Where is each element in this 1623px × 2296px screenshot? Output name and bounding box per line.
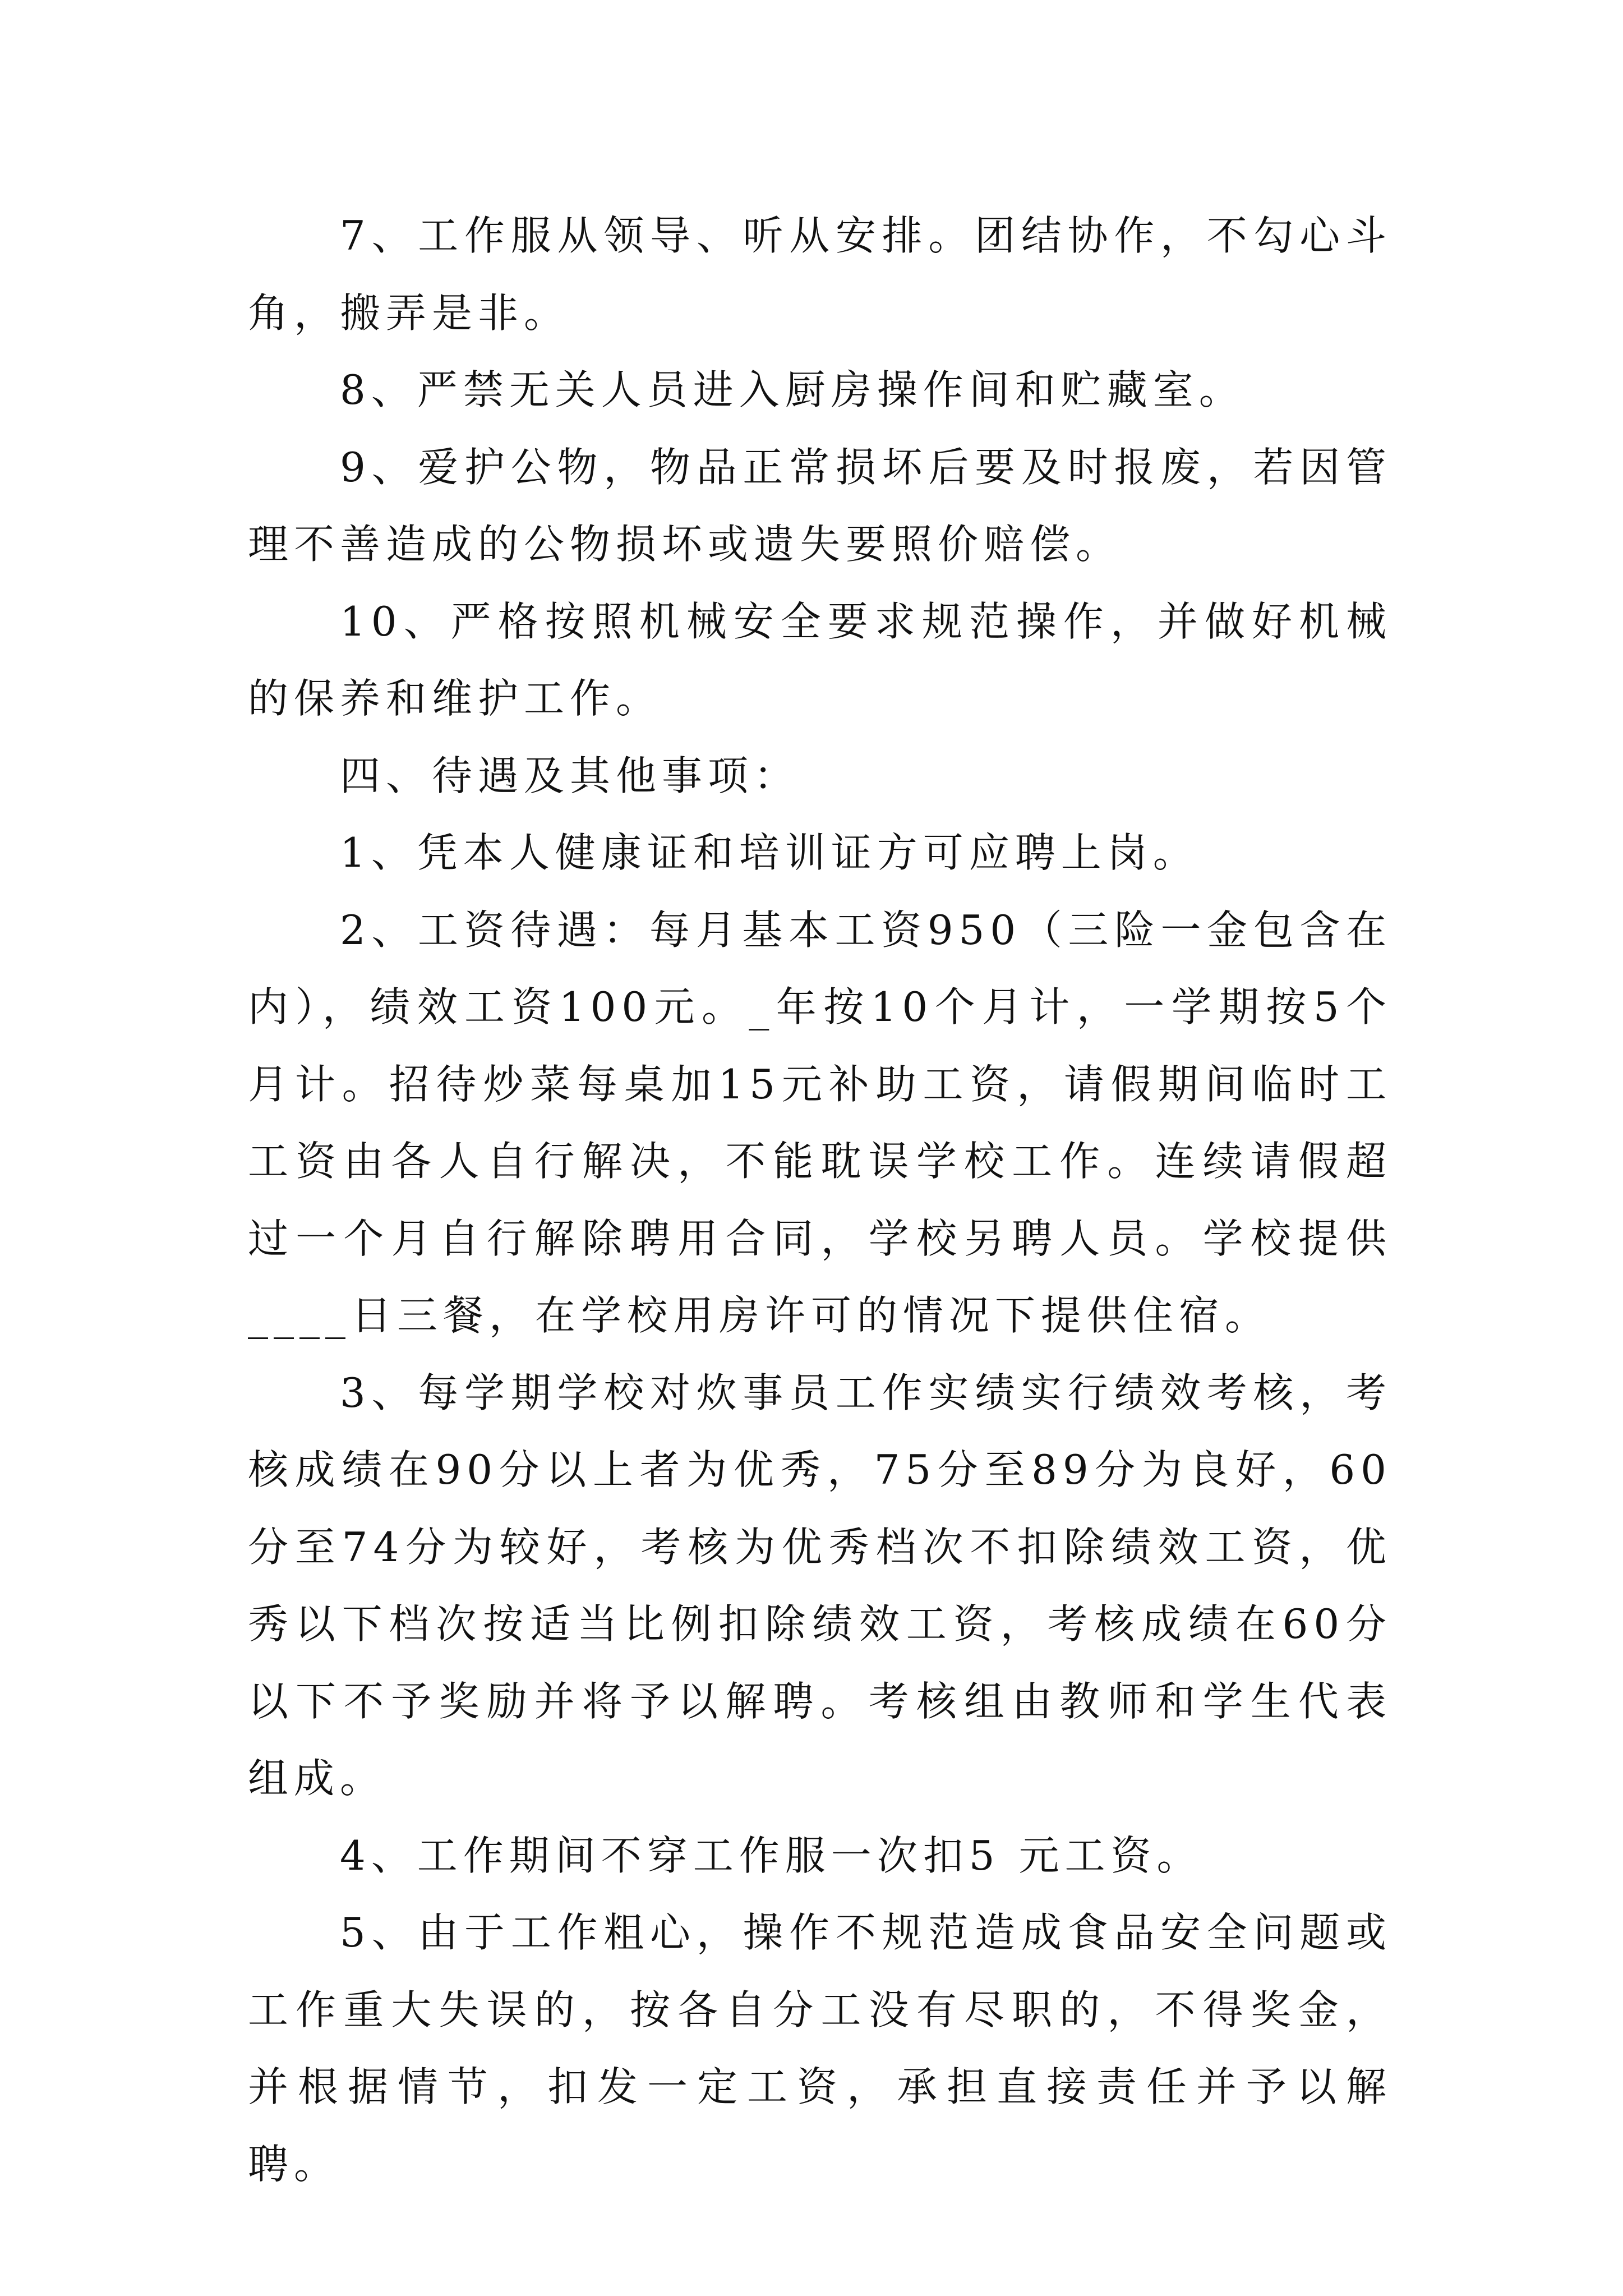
paragraph-item-7 xyxy=(248,197,1392,352)
benefit-item-4 xyxy=(248,1818,1392,1895)
paragraph-text: 3、每学期学校对炊事员工作实绩实行绩效考核，考核成绩在90分以上者为优秀，75分至89分为良好，60分至74分为较好，考核为优秀档次不扣除绩效工资，优秀以下档次按适当比例扣除绩效工资，考核成绩在60分以下不予奖励并将予以解聘。考核组由教师和学生代表组成。 xyxy=(248,1369,1392,1802)
section-heading-text: 四、待遇及其他事项： xyxy=(340,752,800,799)
paragraph-text: 9、爱护公物，物品正常损坏后要及时报废，若因管理不善造成的公物损坏或遗失要照价赔偿。 xyxy=(248,443,1392,568)
paragraph-item-8 xyxy=(248,352,1392,429)
paragraph-text: 2、工资待遇：每月基本工资950（三险一金包含在内），绩效工资100元。_年按10个月计，一学期按5个月计。招待炒菜每桌加15元补助工资，请假期间临时工工资由各人自行解决，不能耽误学校工作。连续请假超过一个月自行解除聘用合同，学校另聘人员。学校提供____日三餐，在学校用房许可的情况下提供住宿。 xyxy=(248,906,1392,1339)
document-body xyxy=(248,197,1392,2203)
paragraph-text: 5、由于工作粗心，操作不规范造成食品安全问题或工作重大失误的，按各自分工没有尽职的，不得奖金，并根据情节，扣发一定工资，承担直接责任并予以解聘。 xyxy=(248,1909,1392,2188)
paragraph-text: 1、凭本人健康证和培训证方可应聘上岗。 xyxy=(340,829,1199,876)
benefit-item-3 xyxy=(248,1355,1392,1818)
paragraph-text: 10、严格按照机械安全要求规范操作，并做好机械的保养和维护工作。 xyxy=(248,597,1392,722)
benefit-item-5 xyxy=(248,1894,1392,2203)
benefit-item-2 xyxy=(248,892,1392,1355)
benefit-item-1 xyxy=(248,815,1392,892)
paragraph-text: 8、严禁无关人员进入厨房操作间和贮藏室。 xyxy=(340,366,1245,413)
section-heading-benefits xyxy=(248,738,1392,815)
paragraph-item-10 xyxy=(248,583,1392,738)
paragraph-text: 7、工作服从领导、听从安排。团结协作，不勾心斗角，搬弄是非。 xyxy=(248,212,1392,337)
paragraph-item-9 xyxy=(248,429,1392,583)
paragraph-text: 4、工作期间不穿工作服一次扣5 元工资。 xyxy=(340,1832,1203,1879)
